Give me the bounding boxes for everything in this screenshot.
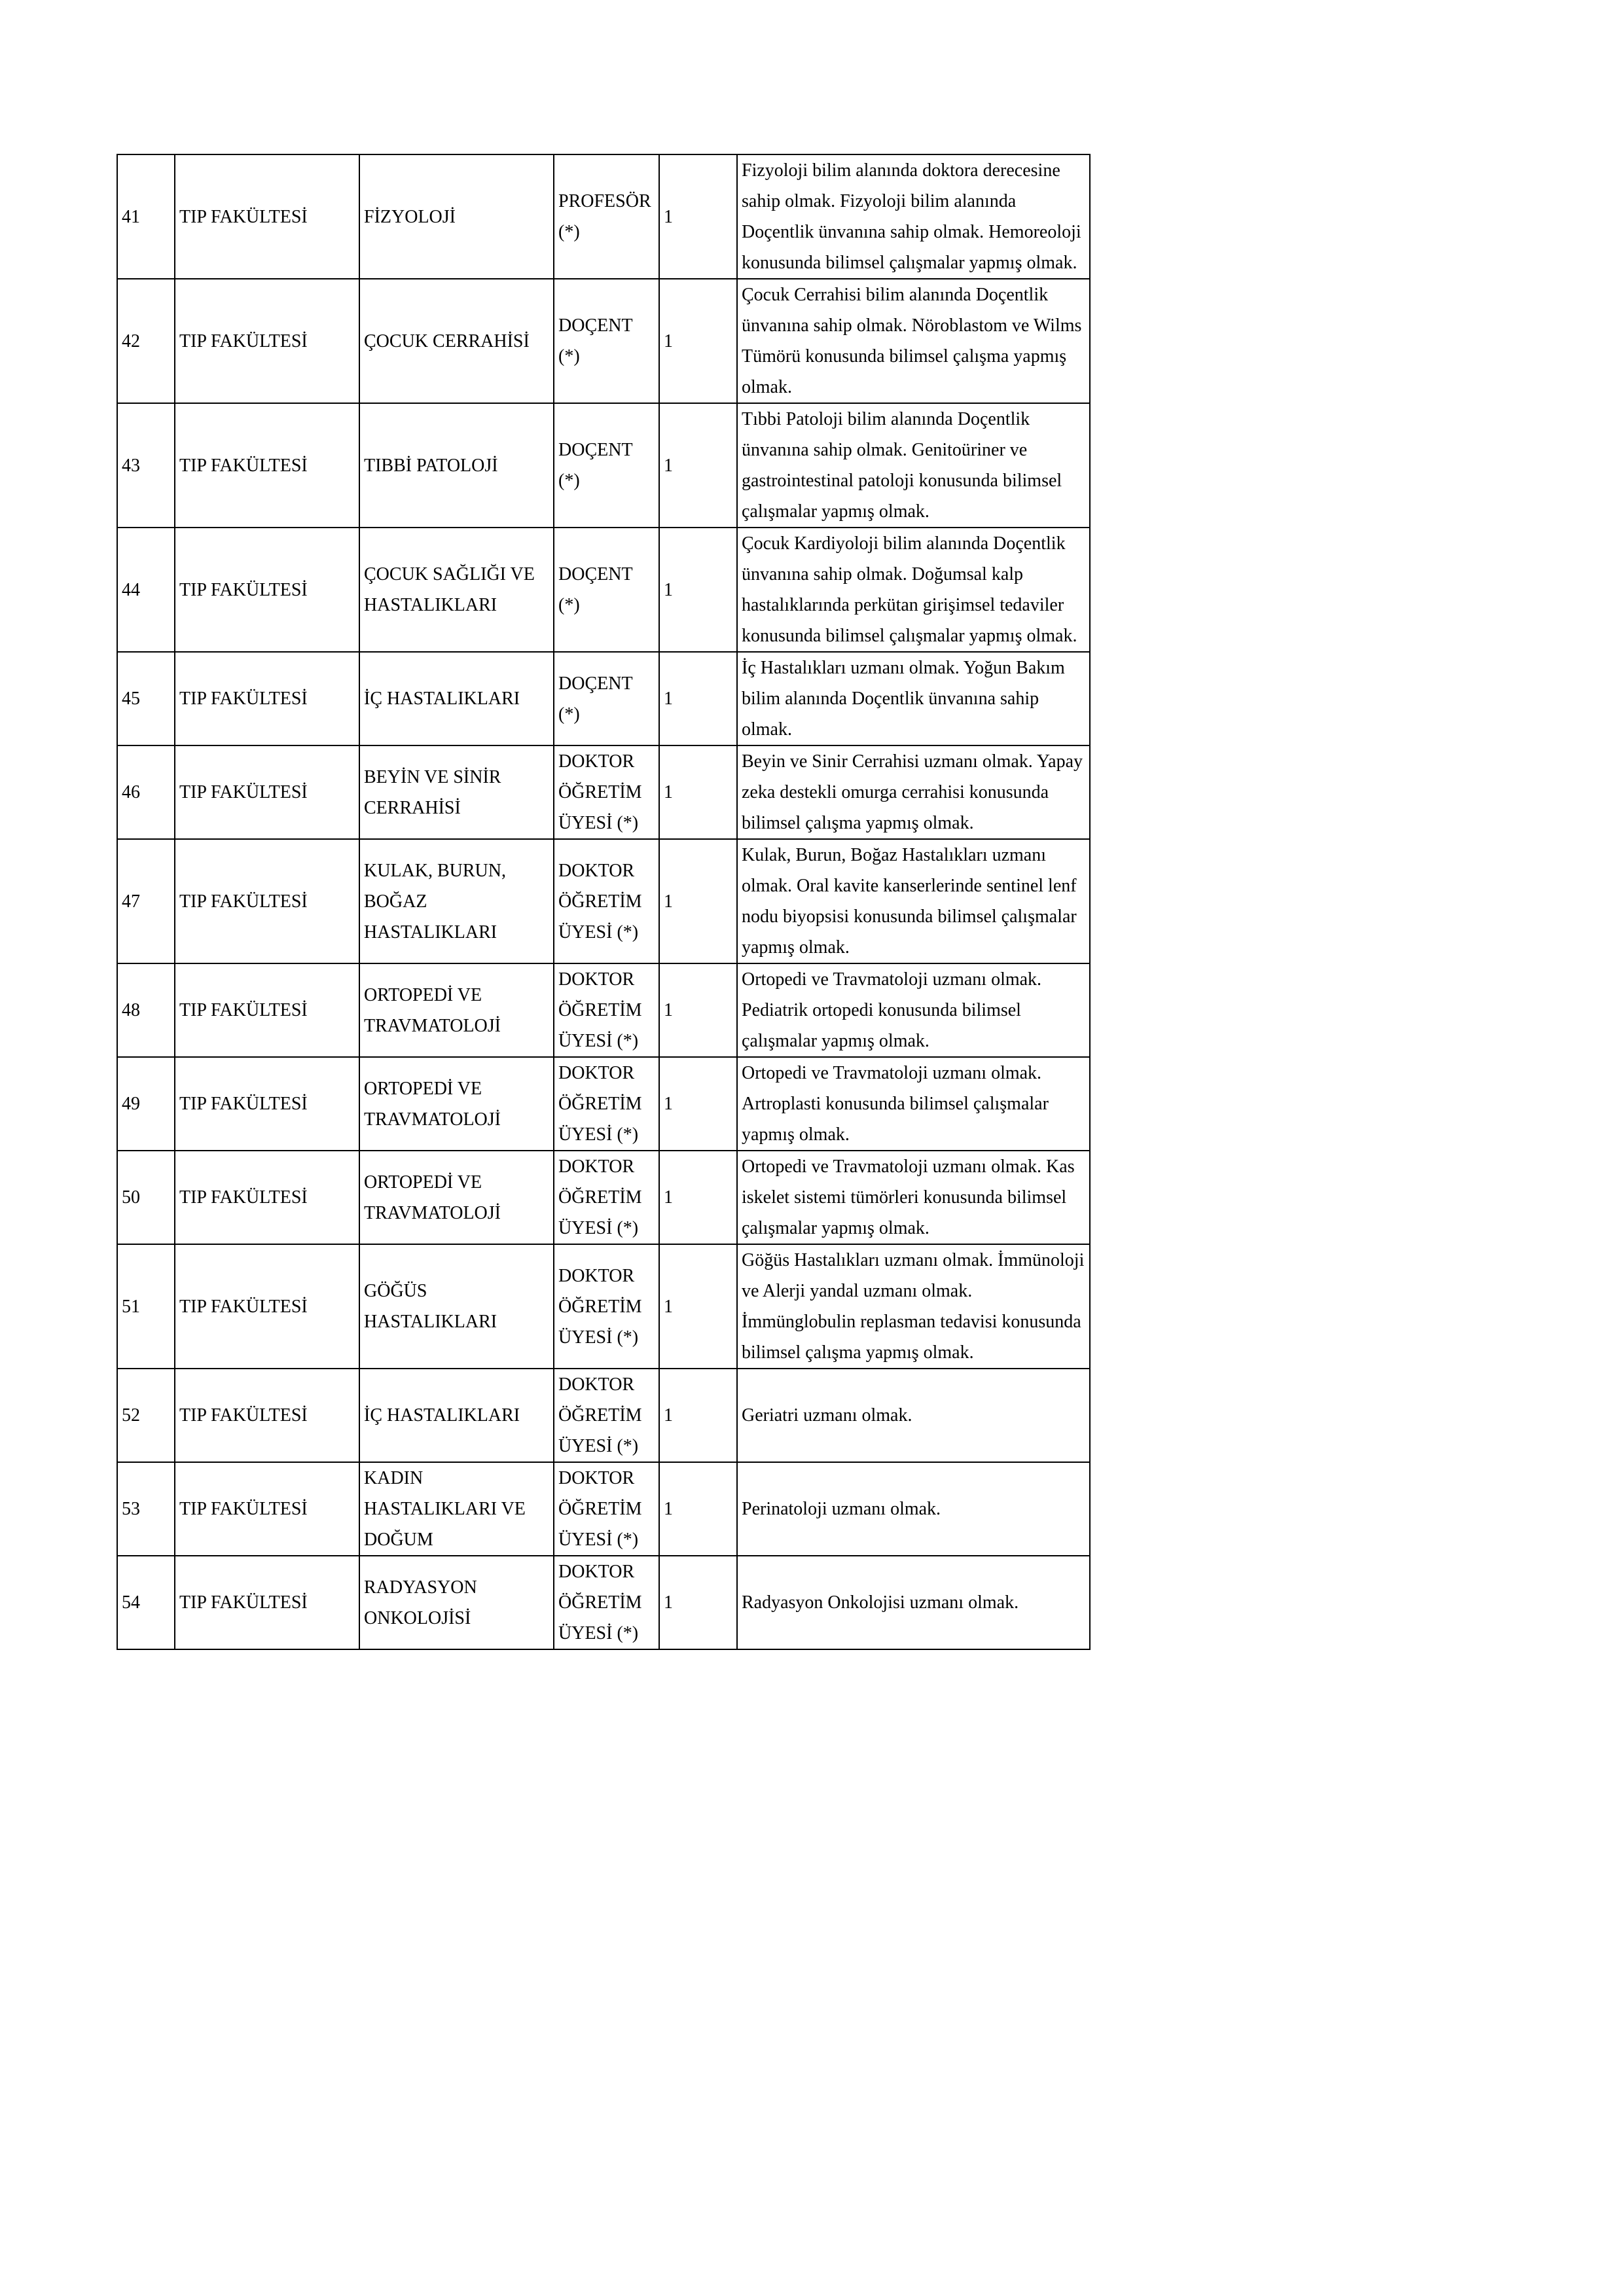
row-number: 49 xyxy=(117,1057,175,1151)
row-number: 47 xyxy=(117,839,175,963)
department-name: ÇOCUK CERRAHİSİ xyxy=(359,279,554,403)
table-row xyxy=(117,963,1090,1057)
faculty-name: TIP FAKÜLTESİ xyxy=(175,403,359,528)
table-row xyxy=(117,1556,1090,1649)
academic-title: DOÇENT (*) xyxy=(554,528,659,652)
row-number: 51 xyxy=(117,1244,175,1369)
position-requirements: Radyasyon Onkolojisi uzmanı olmak. xyxy=(737,1556,1090,1649)
department-name: ÇOCUK SAĞLIĞI VE HASTALIKLARI xyxy=(359,528,554,652)
academic-title: DOKTOR ÖĞRETİM ÜYESİ (*) xyxy=(554,1151,659,1244)
table-row xyxy=(117,839,1090,963)
department-name: İÇ HASTALIKLARI xyxy=(359,652,554,745)
position-requirements: İç Hastalıkları uzmanı olmak. Yoğun Bakım bilim alanında Doçentlik ünvanına sahip olmak. xyxy=(737,652,1090,745)
row-number: 48 xyxy=(117,963,175,1057)
position-count: 1 xyxy=(659,1151,737,1244)
department-name: İÇ HASTALIKLARI xyxy=(359,1369,554,1462)
row-number: 46 xyxy=(117,745,175,839)
position-count: 1 xyxy=(659,154,737,279)
department-name: ORTOPEDİ VE TRAVMATOLOJİ xyxy=(359,1151,554,1244)
academic-title: PROFESÖR (*) xyxy=(554,154,659,279)
faculty-name: TIP FAKÜLTESİ xyxy=(175,1556,359,1649)
table-row xyxy=(117,1151,1090,1244)
academic-title: DOKTOR ÖĞRETİM ÜYESİ (*) xyxy=(554,1369,659,1462)
academic-title: DOKTOR ÖĞRETİM ÜYESİ (*) xyxy=(554,963,659,1057)
academic-title: DOÇENT (*) xyxy=(554,652,659,745)
faculty-name: TIP FAKÜLTESİ xyxy=(175,963,359,1057)
department-name: KADIN HASTALIKLARI VE DOĞUM xyxy=(359,1462,554,1556)
position-count: 1 xyxy=(659,839,737,963)
academic-title: DOKTOR ÖĞRETİM ÜYESİ (*) xyxy=(554,1556,659,1649)
position-count: 1 xyxy=(659,1057,737,1151)
table-row xyxy=(117,1462,1090,1556)
position-count: 1 xyxy=(659,963,737,1057)
academic-title: DOKTOR ÖĞRETİM ÜYESİ (*) xyxy=(554,1462,659,1556)
position-requirements: Beyin ve Sinir Cerrahisi uzmanı olmak. Yapay zeka destekli omurga cerrahisi konusunda bilimsel çalışma yapmış olmak. xyxy=(737,745,1090,839)
faculty-name: TIP FAKÜLTESİ xyxy=(175,528,359,652)
position-count: 1 xyxy=(659,528,737,652)
table-row xyxy=(117,403,1090,528)
position-requirements: Fizyoloji bilim alanında doktora derecesine sahip olmak. Fizyoloji bilim alanında Doçentlik ünvanına sahip olmak. Hemoreoloji konusunda bilimsel çalışmalar yapmış olmak. xyxy=(737,154,1090,279)
academic-title: DOKTOR ÖĞRETİM ÜYESİ (*) xyxy=(554,745,659,839)
table-row xyxy=(117,528,1090,652)
position-requirements: Ortopedi ve Travmatoloji uzmanı olmak. Pediatrik ortopedi konusunda bilimsel çalışmalar yapmış olmak. xyxy=(737,963,1090,1057)
position-count: 1 xyxy=(659,1369,737,1462)
table-row xyxy=(117,652,1090,745)
faculty-name: TIP FAKÜLTESİ xyxy=(175,1057,359,1151)
department-name: GÖĞÜS HASTALIKLARI xyxy=(359,1244,554,1369)
department-name: ORTOPEDİ VE TRAVMATOLOJİ xyxy=(359,963,554,1057)
position-count: 1 xyxy=(659,279,737,403)
table-row xyxy=(117,154,1090,279)
academic-title: DOÇENT (*) xyxy=(554,279,659,403)
faculty-name: TIP FAKÜLTESİ xyxy=(175,1369,359,1462)
table-row xyxy=(117,745,1090,839)
position-requirements: Ortopedi ve Travmatoloji uzmanı olmak. Artroplasti konusunda bilimsel çalışmalar yapmış olmak. xyxy=(737,1057,1090,1151)
faculty-name: TIP FAKÜLTESİ xyxy=(175,652,359,745)
position-requirements: Kulak, Burun, Boğaz Hastalıkları uzmanı olmak. Oral kavite kanserlerinde sentinel lenf nodu biyopsisi konusunda bilimsel çalışmalar yapmış olmak. xyxy=(737,839,1090,963)
department-name: RADYASYON ONKOLOJİSİ xyxy=(359,1556,554,1649)
academic-title: DOÇENT (*) xyxy=(554,403,659,528)
table-row xyxy=(117,279,1090,403)
row-number: 41 xyxy=(117,154,175,279)
position-requirements: Tıbbi Patoloji bilim alanında Doçentlik ünvanına sahip olmak. Genitoüriner ve gastrointestinal patoloji konusunda bilimsel çalışmalar yapmış olmak. xyxy=(737,403,1090,528)
position-requirements: Çocuk Kardiyoloji bilim alanında Doçentlik ünvanına sahip olmak. Doğumsal kalp hastalıklarında perkütan girişimsel tedaviler konusunda bilimsel çalışmalar yapmış olmak. xyxy=(737,528,1090,652)
position-count: 1 xyxy=(659,403,737,528)
faculty-name: TIP FAKÜLTESİ xyxy=(175,1244,359,1369)
position-requirements: Göğüs Hastalıkları uzmanı olmak. İmmünoloji ve Alerji yandal uzmanı olmak. İmmünglobulin replasman tedavisi konusunda bilimsel çalışma yapmış olmak. xyxy=(737,1244,1090,1369)
department-name: KULAK, BURUN, BOĞAZ HASTALIKLARI xyxy=(359,839,554,963)
table-row xyxy=(117,1057,1090,1151)
academic-title: DOKTOR ÖĞRETİM ÜYESİ (*) xyxy=(554,839,659,963)
faculty-name: TIP FAKÜLTESİ xyxy=(175,154,359,279)
position-requirements: Geriatri uzmanı olmak. xyxy=(737,1369,1090,1462)
row-number: 54 xyxy=(117,1556,175,1649)
position-count: 1 xyxy=(659,1244,737,1369)
faculty-name: TIP FAKÜLTESİ xyxy=(175,745,359,839)
row-number: 45 xyxy=(117,652,175,745)
position-count: 1 xyxy=(659,1556,737,1649)
row-number: 43 xyxy=(117,403,175,528)
position-requirements: Çocuk Cerrahisi bilim alanında Doçentlik ünvanına sahip olmak. Nöroblastom ve Wilms Tümörü konusunda bilimsel çalışma yapmış olmak. xyxy=(737,279,1090,403)
faculty-name: TIP FAKÜLTESİ xyxy=(175,1151,359,1244)
table-row xyxy=(117,1244,1090,1369)
position-count: 1 xyxy=(659,652,737,745)
position-count: 1 xyxy=(659,745,737,839)
department-name: TIBBİ PATOLOJİ xyxy=(359,403,554,528)
table-row xyxy=(117,1369,1090,1462)
faculty-name: TIP FAKÜLTESİ xyxy=(175,1462,359,1556)
academic-title: DOKTOR ÖĞRETİM ÜYESİ (*) xyxy=(554,1057,659,1151)
row-number: 52 xyxy=(117,1369,175,1462)
academic-title: DOKTOR ÖĞRETİM ÜYESİ (*) xyxy=(554,1244,659,1369)
department-name: ORTOPEDİ VE TRAVMATOLOJİ xyxy=(359,1057,554,1151)
row-number: 50 xyxy=(117,1151,175,1244)
faculty-name: TIP FAKÜLTESİ xyxy=(175,279,359,403)
row-number: 53 xyxy=(117,1462,175,1556)
department-name: FİZYOLOJİ xyxy=(359,154,554,279)
department-name: BEYİN VE SİNİR CERRAHİSİ xyxy=(359,745,554,839)
row-number: 44 xyxy=(117,528,175,652)
position-requirements: Perinatoloji uzmanı olmak. xyxy=(737,1462,1090,1556)
position-count: 1 xyxy=(659,1462,737,1556)
faculty-position-table xyxy=(117,154,1091,1650)
position-requirements: Ortopedi ve Travmatoloji uzmanı olmak. Kas iskelet sistemi tümörleri konusunda bilimsel çalışmalar yapmış olmak. xyxy=(737,1151,1090,1244)
row-number: 42 xyxy=(117,279,175,403)
faculty-name: TIP FAKÜLTESİ xyxy=(175,839,359,963)
